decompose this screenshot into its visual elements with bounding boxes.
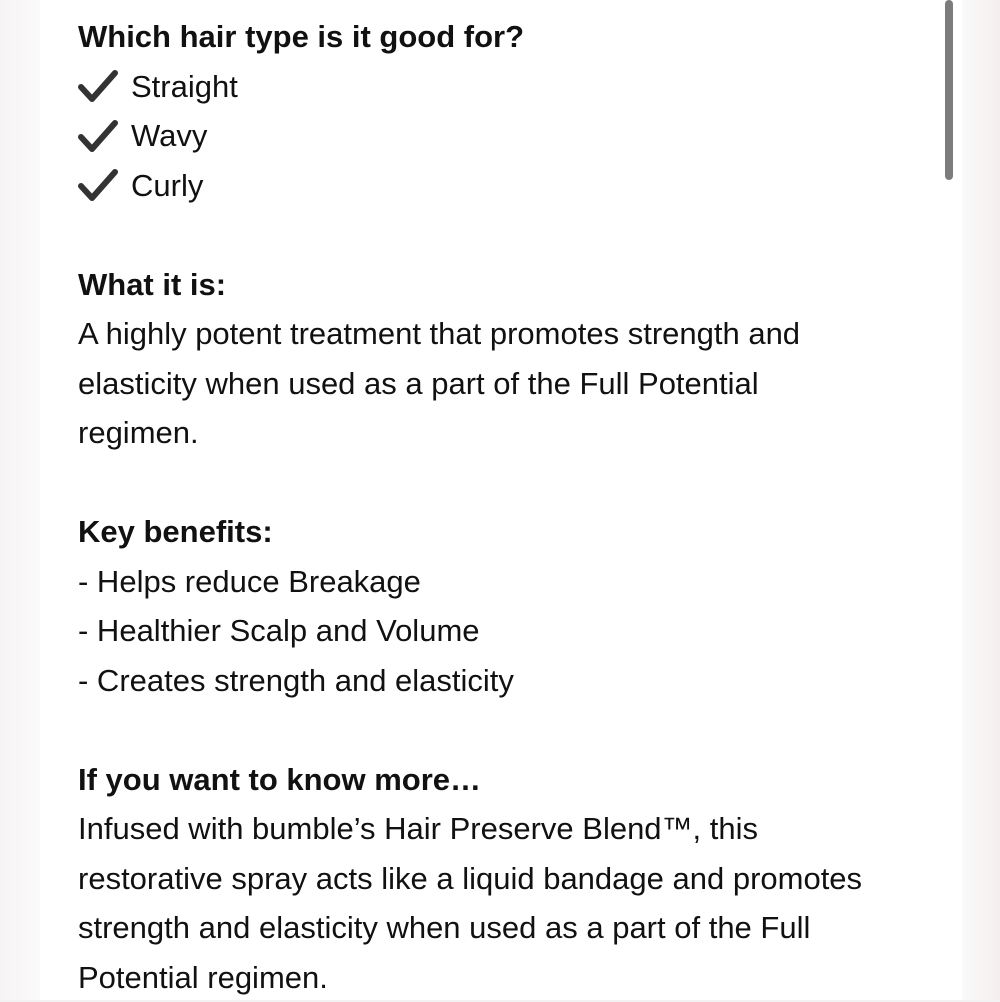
hair-type-label: Curly xyxy=(131,161,203,211)
what-it-is-line: regimen. xyxy=(78,408,938,458)
hair-type-label: Wavy xyxy=(131,111,207,161)
hair-type-item xyxy=(78,111,938,161)
hair-type-item xyxy=(78,161,938,211)
what-it-is-heading: What it is: xyxy=(78,260,938,310)
check-icon xyxy=(78,120,118,152)
benefit-item: - Creates strength and elasticity xyxy=(78,656,938,706)
scrollbar-thumb[interactable] xyxy=(945,0,953,180)
product-description-content xyxy=(78,12,938,1002)
know-more-line: Potential regimen. xyxy=(78,953,938,1002)
page-margin-right xyxy=(960,0,1000,1000)
check-icon xyxy=(78,70,118,102)
benefit-item: - Helps reduce Breakage xyxy=(78,557,938,607)
section-spacer xyxy=(78,705,938,755)
key-benefits-heading: Key benefits: xyxy=(78,507,938,557)
benefit-item: - Healthier Scalp and Volume xyxy=(78,606,938,656)
know-more-line: restorative spray acts like a liquid bandage and promotes xyxy=(78,854,938,904)
page-margin-left xyxy=(0,0,40,1000)
know-more-line: Infused with bumble’s Hair Preserve Blend™, this xyxy=(78,804,938,854)
know-more-line: strength and elasticity when used as a part of the Full xyxy=(78,903,938,953)
hair-type-heading: Which hair type is it good for? xyxy=(78,12,938,62)
section-spacer xyxy=(78,458,938,508)
what-it-is-line: A highly potent treatment that promotes strength and xyxy=(78,309,938,359)
know-more-heading: If you want to know more… xyxy=(78,755,938,805)
check-icon xyxy=(78,169,118,201)
hair-type-label: Straight xyxy=(131,62,238,112)
hair-type-item xyxy=(78,62,938,112)
what-it-is-line: elasticity when used as a part of the Full Potential xyxy=(78,359,938,409)
section-spacer xyxy=(78,210,938,260)
